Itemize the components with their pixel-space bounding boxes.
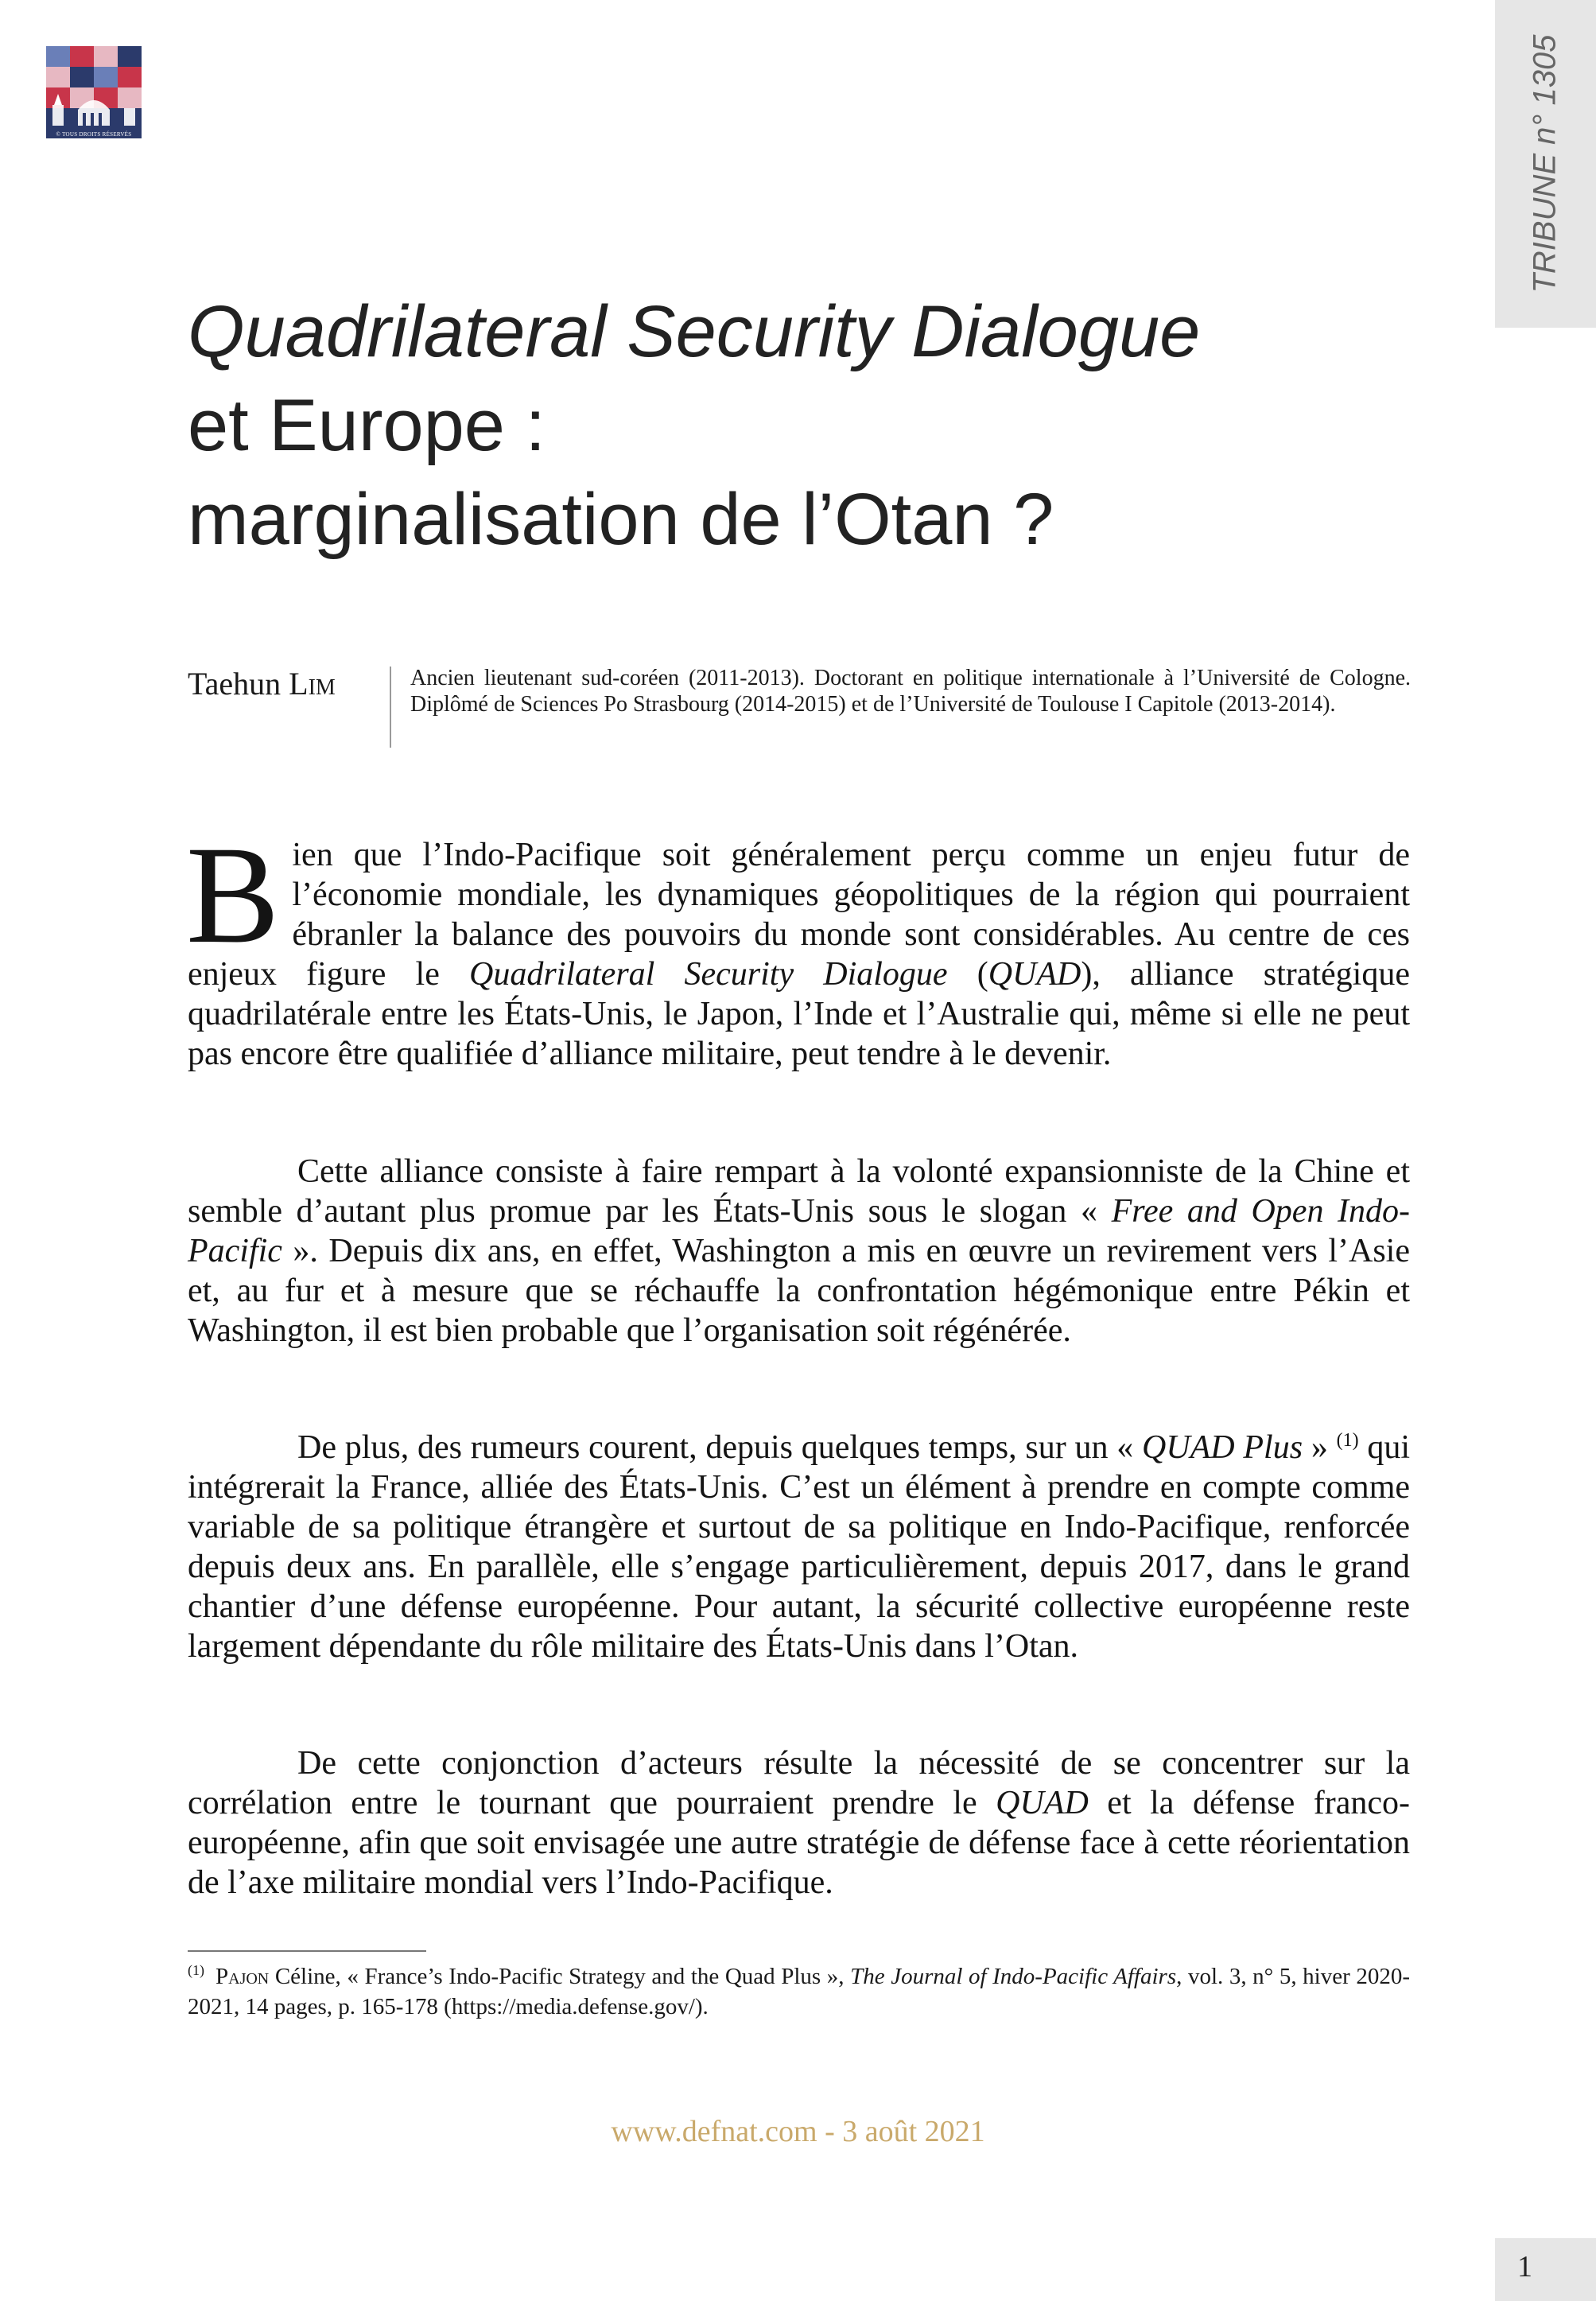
p4-text-a: De cette conjonction d’acteurs résulte la nécessité de se concentrer sur la corrélation entre le tournant que pourraient prendre le <box>188 1745 1410 1821</box>
footnote-separator <box>188 1950 426 1952</box>
author-divider <box>390 667 391 748</box>
page-number: 1 <box>1517 2250 1532 2284</box>
p4-emphasis-quad: QUAD <box>996 1785 1089 1821</box>
p2-text-a: Cette alliance consiste à faire rempart à la volonté expansionniste de la Chine et semble d’autant plus promue par les États-Unis sous le slogan « <box>188 1153 1410 1230</box>
author-first-name: Taehun <box>188 666 282 702</box>
body-paragraph-1 <box>186 818 1410 1074</box>
p2-text-b: ». Depuis dix ans, en effet, Washington a mis en œuvre un revirement vers l’Asie et, au fur et à mesure que se réchauffe la confrontation hégémonique entre Pékin et Washington, il est bien probable que l’organisation soit régénérée. <box>188 1233 1410 1349</box>
p2-emphasis-slogan: Free and Open Indo-Pacific <box>188 1193 1411 1269</box>
p4-text-b: et la défense franco-européenne, afin que soit envisagée une autre stratégie de défense face à cette réorientation de l’axe militaire mondial vers l’Indo-Pacifique. <box>188 1785 1410 1901</box>
p3-text-b: » <box>1303 1429 1337 1466</box>
footnote-journal: The Journal of Indo-Pacific Affairs <box>850 1964 1177 1989</box>
p1-text-a: ien que l’Indo-Pacifique soit généralement perçu comme un enjeu futur de l’économie mondiale, les dynamiques géopolitiques de la région qui pourraient ébranler la balance des pouvoirs du monde sont considérables. Au centre de ces enjeux figure le <box>188 837 1410 993</box>
p1-text-c: ), alliance stratégique quadrilatérale entre les États-Unis, le Japon, l’Inde et l’Australie qui, même si elle ne peut pas encore être qualifiée d’alliance militaire, peut tendre à le devenir. <box>188 956 1410 1072</box>
page-number-tab <box>1495 2238 1596 2301</box>
footnote-number: (1) <box>188 1962 204 1979</box>
title-line-2: et Europe : <box>188 385 546 466</box>
footnote-text-b: , vol. 3, n° 5, hiver 2020-2021, 14 pages, p. 165-178 (https://media.defense.gov/). <box>188 1964 1410 2019</box>
footnote-1 <box>188 1961 1410 2022</box>
footnote-author: Pajon <box>216 1964 270 1989</box>
footnote-reference-1[interactable]: (1) <box>1336 1430 1359 1451</box>
tribune-number-label: TRIBUNE n° 1305 <box>1527 34 1563 293</box>
author-last-name: Lim <box>289 666 336 702</box>
p3-text-c: qui intégrerait la France, alliée des États-Unis. C’est un élément à prendre en compte comme variable de sa politique étrangère et surtout de sa politique en Indo-Pacifique, renforcée depuis deux ans. En parallèle, elle s’engage particulièrement, depuis 2017, dans le grand chantier d’une défense européenne. Pour autant, la sécurité collective européenne reste largement dépendante du rôle militaire des États-Unis dans l’Otan. <box>188 1429 1410 1665</box>
body-paragraph-2 <box>188 1152 1410 1351</box>
defnat-logo <box>46 46 142 138</box>
author-bio: Ancien lieutenant sud-coréen (2011-2013). Doctorant en politique internationale à l’Université de Cologne. Diplômé de Sciences Po Strasbourg (2014-2015) et de l’Université de Toulouse I Capitole (2013-2014). <box>410 666 1411 717</box>
p1-emphasis-quad-full: Quadrilateral Security Dialogue <box>469 956 948 993</box>
drop-cap: B <box>186 818 280 973</box>
article-title <box>188 285 1460 566</box>
p1-text-b: ( <box>947 956 988 993</box>
title-line-3: marginalisation de l’Otan ? <box>188 479 1054 560</box>
p3-text-a: De plus, des rumeurs courent, depuis quelques temps, sur un « <box>297 1429 1142 1466</box>
body-paragraph-3 <box>188 1428 1410 1666</box>
site-date-footer[interactable]: www.defnat.com - 3 août 2021 <box>611 2115 985 2148</box>
p3-emphasis-quad-plus: QUAD Plus <box>1141 1429 1303 1466</box>
title-line-1: Quadrilateral Security Dialogue <box>188 291 1201 372</box>
author-name <box>188 665 336 702</box>
p1-emphasis-quad: QUAD <box>988 956 1081 993</box>
logo-mosaic-graphic <box>46 46 142 130</box>
body-paragraph-4 <box>188 1743 1410 1903</box>
footnote-text-a: Céline, « France’s Indo-Pacific Strategy and the Quad Plus », <box>269 1964 851 1989</box>
logo-caption: © TOUS DROITS RÉSERVÉS <box>46 130 142 138</box>
tribune-side-tab <box>1495 0 1596 328</box>
